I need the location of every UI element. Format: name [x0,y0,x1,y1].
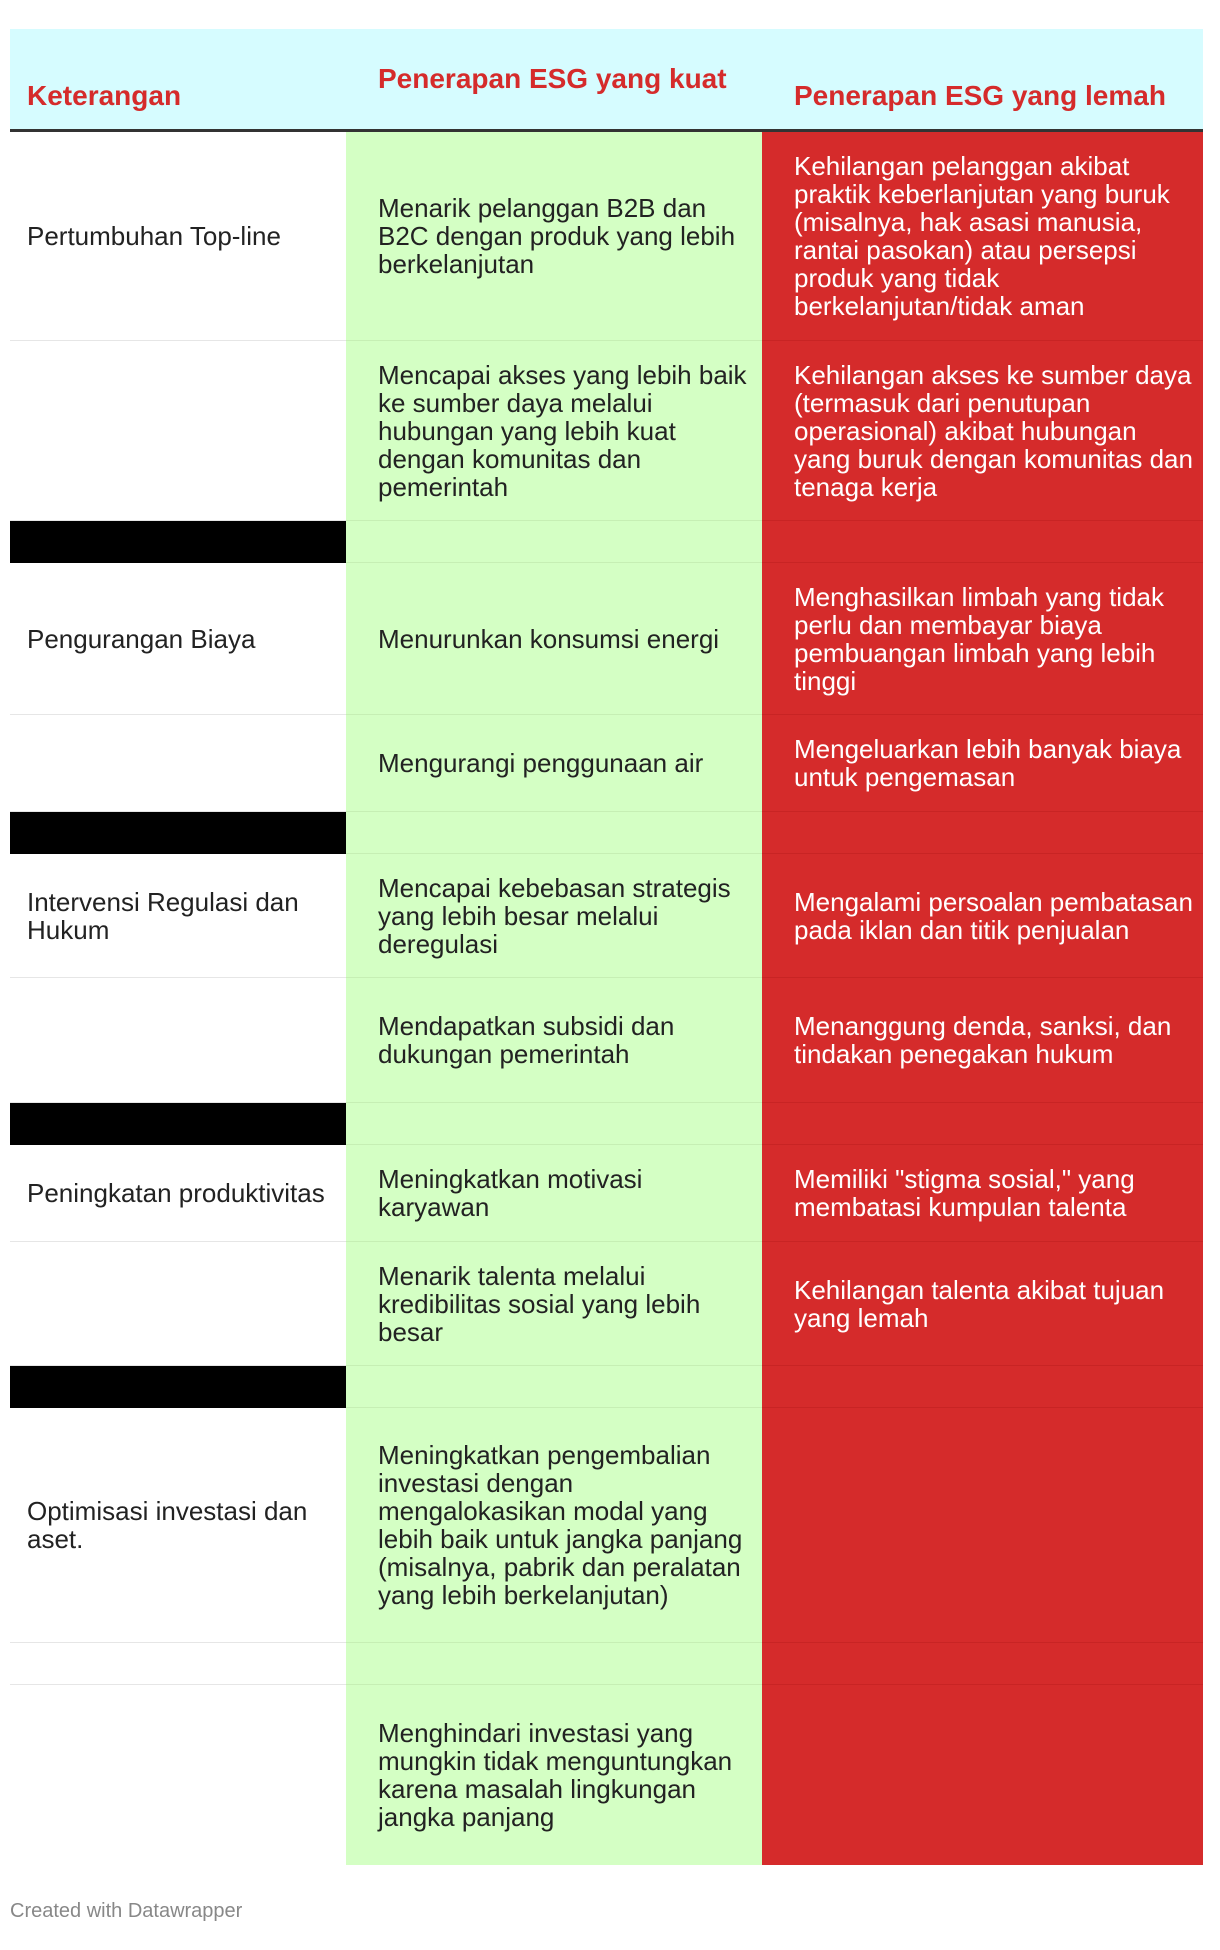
row-strong-esg: Meningkatkan motivasi karyawan [346,1145,762,1242]
table-row [10,132,1203,341]
table-header-row [10,29,1203,132]
table-row [10,341,1203,521]
table-row-separator [10,1103,1203,1145]
row-strong-esg: Mencapai kebebasan strategis yang lebih besar melalui deregulasi [346,854,762,978]
table-row [10,1685,1203,1865]
datawrapper-credit[interactable]: Created with Datawrapper [10,1900,243,1922]
row-weak-esg: Mengalami persoalan pembatasan pada iklan dan titik penjualan [762,854,1203,978]
row-category [10,715,346,812]
row-strong-esg: Mencapai akses yang lebih baik ke sumber daya melalui hubungan yang lebih kuat dengan komunitas dan pemerintah [346,341,762,521]
row-weak-esg: Kehilangan akses ke sumber daya (termasuk dari penutupan operasional) akibat hubungan yang buruk dengan komunitas dan tenaga kerja [762,341,1203,521]
row-category: Pengurangan Biaya [10,563,346,715]
row-category: Optimisasi investasi dan aset. [10,1408,346,1643]
table-row [10,715,1203,812]
table-row-separator [10,812,1203,854]
row-weak-esg: Kehilangan pelanggan akibat praktik keberlanjutan yang buruk (misalnya, hak asasi manusia, rantai pasokan) atau persepsi produk yang tidak berkelanjutan/tidak aman [762,132,1203,341]
table-row-separator [10,1643,1203,1685]
row-weak-esg [762,1408,1203,1643]
table-row [10,854,1203,978]
row-category: Intervensi Regulasi dan Hukum [10,854,346,978]
table-row-separator [10,521,1203,563]
table-row [10,1145,1203,1242]
row-strong-esg: Mendapatkan subsidi dan dukungan pemerintah [346,978,762,1103]
row-category [10,1242,346,1366]
row-weak-esg: Mengeluarkan lebih banyak biaya untuk pengemasan [762,715,1203,812]
table-row [10,1242,1203,1366]
row-category [10,341,346,521]
row-strong-esg: Menurunkan konsumsi energi [346,563,762,715]
header-keterangan[interactable]: Keterangan [27,80,182,111]
row-weak-esg [762,1685,1203,1865]
row-strong-esg: Menarik talenta melalui kredibilitas sosial yang lebih besar [346,1242,762,1366]
esg-comparison-table [10,29,1203,1865]
row-weak-esg: Kehilangan talenta akibat tujuan yang lemah [762,1242,1203,1366]
row-category: Pertumbuhan Top-line [10,132,346,341]
row-strong-esg: Menarik pelanggan B2B dan B2C dengan produk yang lebih berkelanjutan [346,132,762,341]
row-category [10,1685,346,1865]
row-strong-esg: Menghindari investasi yang mungkin tidak menguntungkan karena masalah lingkungan jangka panjang [346,1685,762,1865]
row-weak-esg: Memiliki "stigma sosial," yang membatasi kumpulan talenta [762,1145,1203,1242]
table-row [10,978,1203,1103]
row-category: Peningkatan produktivitas [10,1145,346,1242]
row-weak-esg: Menanggung denda, sanksi, dan tindakan penegakan hukum [762,978,1203,1103]
table-row-separator [10,1366,1203,1408]
header-esg-strong[interactable]: Penerapan ESG yang kuat [378,63,727,94]
row-weak-esg: Menghasilkan limbah yang tidak perlu dan membayar biaya pembuangan limbah yang lebih tinggi [762,563,1203,715]
row-category [10,978,346,1103]
header-esg-weak[interactable]: Penerapan ESG yang lemah [794,80,1166,111]
row-strong-esg: Mengurangi penggunaan air [346,715,762,812]
table-row [10,563,1203,715]
table-row [10,1408,1203,1643]
row-strong-esg: Meningkatkan pengembalian investasi dengan mengalokasikan modal yang lebih baik untuk jangka panjang (misalnya, pabrik dan peralatan yang lebih berkelanjutan) [346,1408,762,1643]
